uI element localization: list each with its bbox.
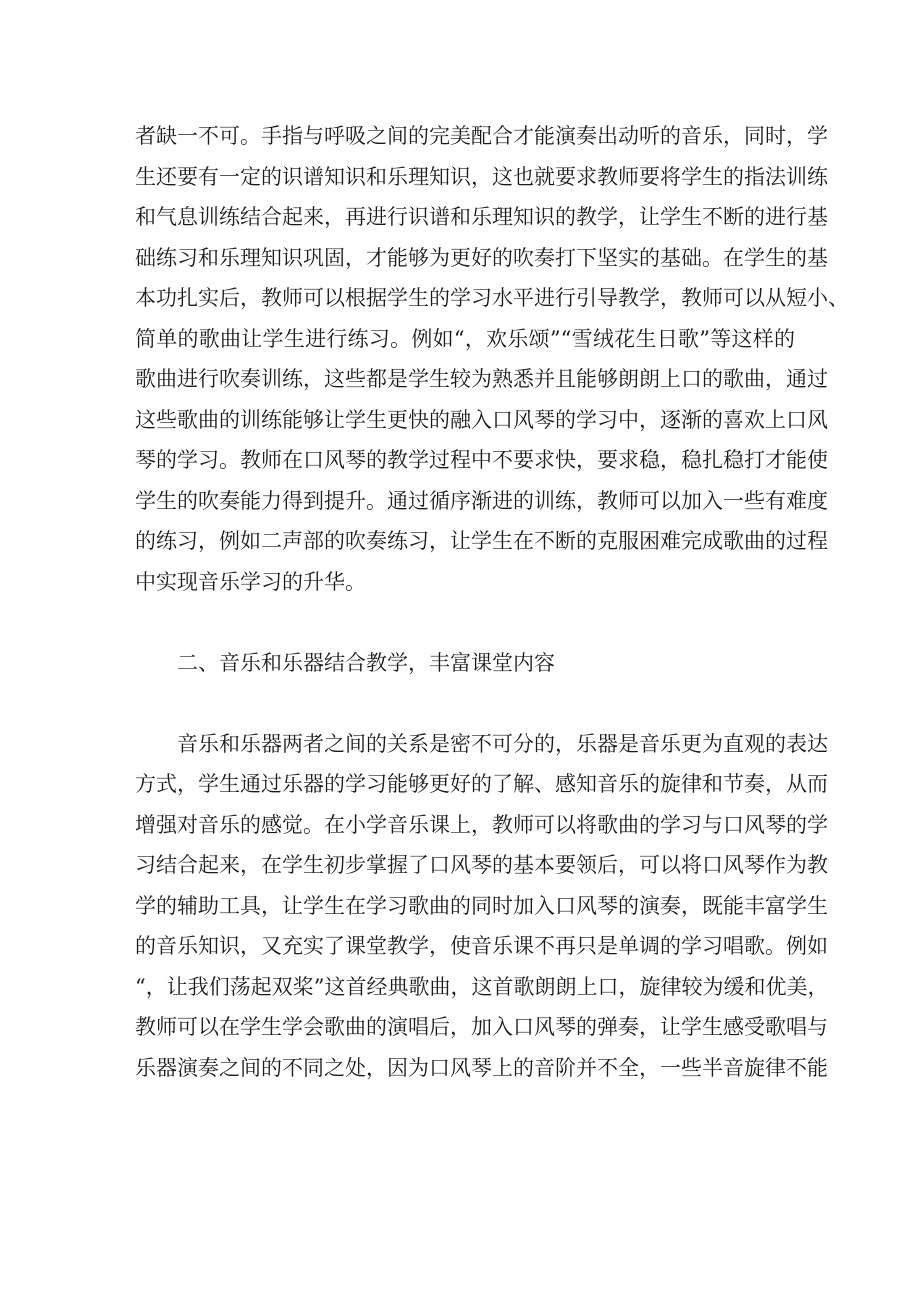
text-line: “，让我们荡起双桨”这首经典歌曲，这首歌朗朗上口，旋律较为缓和优美，	[135, 974, 829, 999]
text-line: 学生的吹奏能力得到提升。通过循序渐进的训练，教师可以加入一些有难度	[135, 488, 828, 513]
text-line: 者缺一不可。手指与呼吸之间的完美配合才能演奏出动听的音乐，同时，学	[135, 124, 828, 148]
paragraph-gap	[135, 683, 795, 724]
document-body	[135, 116, 849, 1088]
text-line: 简单的歌曲让学生进行练习。例如“，欢乐颂”“雪绒花生日歌”等这样的	[135, 326, 795, 351]
text-line: 方式，学生通过乐器的学习能够更好的了解、感知音乐的旋律和节奏，从而	[135, 772, 828, 796]
text-line: 和气息训练结合起来，再进行识谱和乐理知识的教学，让学生不断的进行基	[135, 205, 828, 229]
text-line: 习结合起来，在学生初步掌握了口风琴的基本要领后，可以将口风琴作为教	[135, 853, 828, 877]
text-line: 学的辅助工具，让学生在学习歌曲的同时加入口风琴的演奏，既能丰富学生	[135, 893, 828, 918]
text-line: 生还要有一定的识谱知识和乐理知识，这也就要求教师要将学生的指法训练	[135, 164, 828, 189]
paragraph-2	[135, 724, 829, 1089]
text-line: 乐器演奏之间的不同之处，因为口风琴上的音阶并不全，一些半音旋律不能	[135, 1055, 828, 1080]
text-line: 琴的学习。教师在口风琴的教学过程中不要求快，要求稳，稳扎稳打才能使	[135, 448, 828, 472]
text-line: 增强对音乐的感觉。在小学音乐课上，教师可以将歌曲的学习与口风琴的学	[135, 812, 828, 837]
text-line: 的音乐知识，又充实了课堂教学，使音乐课不再只是单调的学习唱歌。例如	[135, 934, 828, 958]
text-line: 本功扎实后，教师可以根据学生的学习水平进行引导教学，教师可以从短小、	[135, 286, 849, 310]
section-heading: 二、音乐和乐器结合教学，丰富课堂内容	[177, 650, 555, 675]
paragraph-1	[135, 116, 849, 602]
text-line: 础练习和乐理知识巩固，才能够为更好的吹奏打下坚实的基础。在学生的基	[135, 245, 828, 270]
paragraph-gap	[135, 602, 795, 643]
text-line: 音乐和乐器两者之间的关系是密不可分的，乐器是音乐更为直观的表达	[177, 731, 828, 756]
text-line: 歌曲进行吹奏训练，这些都是学生较为熟悉并且能够朗朗上口的歌曲，通过	[135, 367, 828, 391]
text-line: 这些歌曲的训练能够让学生更快的融入口风琴的学习中，逐渐的喜欢上口风	[135, 407, 828, 432]
text-line: 中实现音乐学习的升华。	[135, 569, 366, 594]
text-line: 的练习，例如二声部的吹奏练习，让学生在不断的克服困难完成歌曲的过程	[135, 529, 828, 553]
text-line: 教师可以在学生学会歌曲的演唱后，加入口风琴的弹奏，让学生感受歌唱与	[135, 1015, 828, 1039]
